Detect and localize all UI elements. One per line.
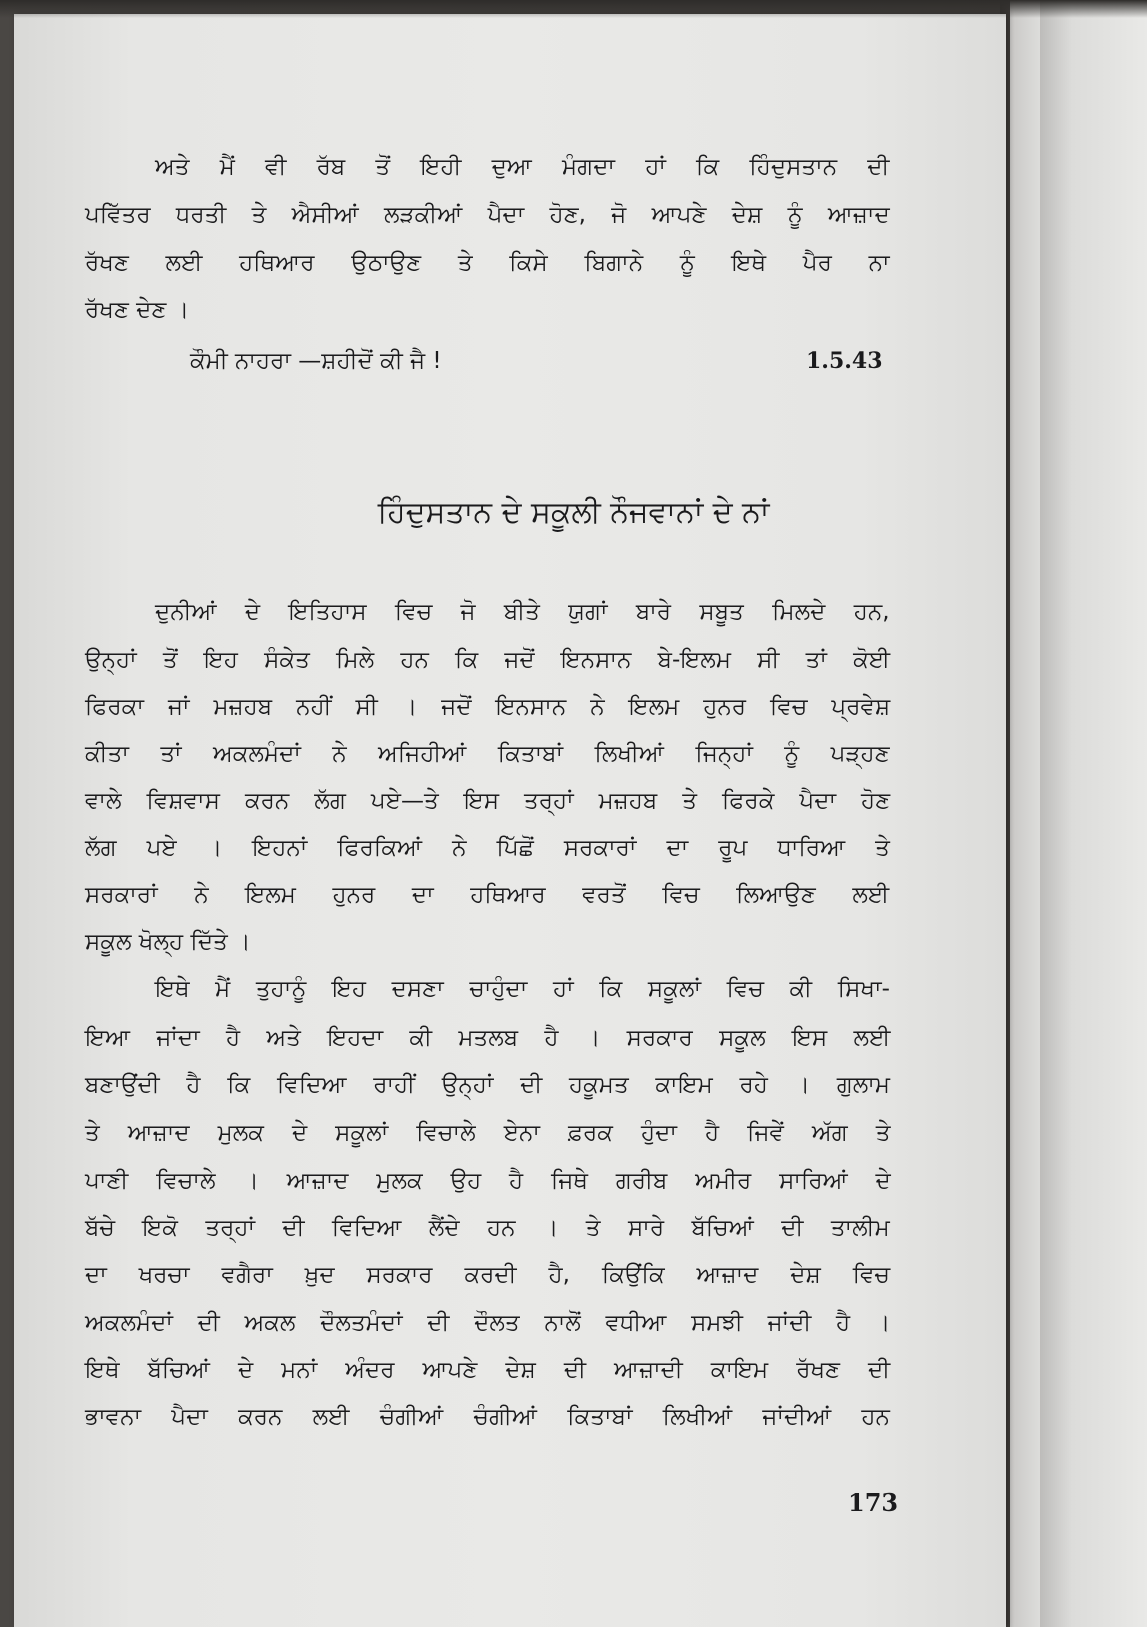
text-line xyxy=(85,643,890,677)
line-text: ਬੱਚੇ ਇਕੋ ਤਰ੍ਹਾਂ ਦੀ ਵਿਦਿਆ ਲੈਂਦੇ ਹਨ । ਤੇ ਸਾਰੇ ਬੱਚਿਆਂ ਦੀ ਤਾਲੀਮ xyxy=(85,1215,890,1241)
line-text: ਪਾਣੀ ਵਿਚਾਲੇ । ਆਜ਼ਾਦ ਮੁਲਕ ਉਹ ਹੈ ਜਿਥੇ ਗਰੀਬ ਅਮੀਰ ਸਾਰਿਆਂ ਦੇ xyxy=(85,1168,891,1194)
line-text: ਲੱਗ ਪਏ । ਇਹਨਾਂ ਫਿਰਕਿਆਂ ਨੇ ਪਿੱਛੋਂ ਸਰਕਾਰਾਂ ਦਾ ਰੂਪ ਧਾਰਿਆ ਤੇ xyxy=(85,835,890,861)
line-text: ਉਨ੍ਹਾਂ ਤੋਂ ਇਹ ਸੰਕੇਤ ਮਿਲੇ ਹਨ ਕਿ ਜਦੋਂ ਇਨਸਾਨ ਬੇ-ਇਲਮ ਸੀ ਤਾਂ ਕੋਈ xyxy=(85,647,891,673)
text-line xyxy=(85,1306,890,1340)
text-line xyxy=(155,595,890,629)
line-text: ਵਾਲੇ ਵਿਸ਼ਵਾਸ ਕਰਨ ਲੱਗ ਪਏ—ਤੇ ਇਸ ਤਰ੍ਹਾਂ ਮਜ਼ਹਬ ਤੇ ਫਿਰਕੇ ਪੈਦਾ ਹੋਣ xyxy=(85,788,891,814)
date: 1.5.43 xyxy=(806,348,883,374)
line-text: ਅਤੇ ਮੈਂ ਵੀ ਰੱਬ ਤੋਂ ਇਹੀ ਦੁਆ ਮੰਗਦਾ ਹਾਂ ਕਿ ਹਿੰਦੁਸਤਾਨ ਦੀ xyxy=(155,154,890,180)
date-line xyxy=(806,344,906,378)
line-text: ਸਕੂਲ ਖੋਲ੍ਹ ਦਿੱਤੇ । xyxy=(85,929,251,955)
text-line xyxy=(85,1116,890,1150)
line-text: ਰੱਖਣ ਦੇਣ । xyxy=(85,297,190,323)
text-line xyxy=(85,246,890,280)
text-line xyxy=(155,150,890,184)
line-text: ਭਾਵਨਾ ਪੈਦਾ ਕਰਨ ਲਈ ਚੰਗੀਆਂ ਚੰਗੀਆਂ ਕਿਤਾਬਾਂ ਲਿਖੀਆਂ ਜਾਂਦੀਆਂ ਹਨ xyxy=(85,1404,890,1430)
slogan-line xyxy=(190,344,690,378)
line-text: ਅਕਲਮੰਦਾਂ ਦੀ ਅਕਲ ਦੌਲਤਮੰਦਾਂ ਦੀ ਦੌਲਤ ਨਾਲੋਂ ਵਧੀਆ ਸਮਝੀ ਜਾਂਦੀ ਹੈ । xyxy=(85,1310,891,1336)
slogan: ਕੌਮੀ ਨਾਹਰਾ —ਸ਼ਹੀਦੋਂ ਕੀ ਜੈ ! xyxy=(190,348,442,374)
back-page-edge xyxy=(1040,0,1147,1627)
text-line xyxy=(85,198,890,232)
text-line xyxy=(85,1258,890,1292)
text-line xyxy=(85,1021,890,1055)
text-line xyxy=(85,1164,890,1198)
line-text: ਕੀਤਾ ਤਾਂ ਅਕਲਮੰਦਾਂ ਨੇ ਅਜਿਹੀਆਂ ਕਿਤਾਬਾਂ ਲਿਖੀਆਂ ਜਿਨ੍ਹਾਂ ਨੂੰ ਪੜ੍ਹਣ xyxy=(85,741,890,767)
text-line xyxy=(85,1400,890,1434)
text-line xyxy=(85,690,890,724)
line-text: ਇਥੇ ਮੈਂ ਤੁਹਾਨੂੰ ਇਹ ਦਸਣਾ ਚਾਹੁੰਦਾ ਹਾਂ ਕਿ ਸਕੂਲਾਂ ਵਿਚ ਕੀ ਸਿਖਾ- xyxy=(155,976,890,1002)
text-line xyxy=(85,1211,890,1245)
text-line xyxy=(85,784,890,818)
line-text: ਬਣਾਉਂਦੀ ਹੈ ਕਿ ਵਿਦਿਆ ਰਾਹੀਂ ਉਨ੍ਹਾਂ ਦੀ ਹਕੂਮਤ ਕਾਇਮ ਰਹੇ । ਗੁਲਾਮ xyxy=(85,1072,891,1098)
section-heading: ਹਿੰਦੁਸਤਾਨ ਦੇ ਸਕੂਲੀ ਨੌਜਵਾਨਾਂ ਦੇ ਨਾਂ xyxy=(377,495,770,530)
page-number: 173 xyxy=(848,1488,899,1517)
text-line xyxy=(85,878,890,912)
line-text: ਪਵਿੱਤਰ ਧਰਤੀ ਤੇ ਐਸੀਆਂ ਲੜਕੀਆਂ ਪੈਦਾ ਹੋਣ, ਜੋ ਆਪਣੇ ਦੇਸ਼ ਨੂੰ ਆਜ਼ਾਦ xyxy=(85,202,890,228)
line-text: ਇਥੇ ਬੱਚਿਆਂ ਦੇ ਮਨਾਂ ਅੰਦਰ ਆਪਣੇ ਦੇਸ਼ ਦੀ ਆਜ਼ਾਦੀ ਕਾਇਮ ਰੱਖਣ ਦੀ xyxy=(85,1357,891,1383)
text-line xyxy=(155,972,890,1006)
top-edge-shadow xyxy=(0,0,1147,18)
line-text: ਰੱਖਣ ਲਈ ਹਥਿਆਰ ਉਠਾਉਣ ਤੇ ਕਿਸੇ ਬਿਗਾਨੇ ਨੂੰ ਇਥੇ ਪੈਰ ਨਾ xyxy=(85,250,890,276)
line-text: ਸਰਕਾਰਾਂ ਨੇ ਇਲਮ ਹੁਨਰ ਦਾ ਹਥਿਆਰ ਵਰਤੋਂ ਵਿਚ ਲਿਆਉਣ ਲਈ xyxy=(85,882,890,908)
text-line xyxy=(85,293,485,327)
line-text: ਦੁਨੀਆਂ ਦੇ ਇਤਿਹਾਸ ਵਿਚ ਜੋ ਬੀਤੇ ਯੁਗਾਂ ਬਾਰੇ ਸਬੂਤ ਮਿਲਦੇ ਹਨ, xyxy=(155,599,890,625)
text-line xyxy=(85,737,890,771)
text-line xyxy=(85,925,485,959)
text-line xyxy=(85,1353,890,1387)
line-text: ਤੇ ਆਜ਼ਾਦ ਮੁਲਕ ਦੇ ਸਕੂਲਾਂ ਵਿਚਾਲੇ ਏਨਾ ਫ਼ਰਕ ਹੁੰਦਾ ਹੈ ਜਿਵੇਂ ਅੱਗ ਤੇ xyxy=(85,1120,891,1146)
line-text: ਇਆ ਜਾਂਦਾ ਹੈ ਅਤੇ ਇਹਦਾ ਕੀ ਮਤਲਬ ਹੈ । ਸਰਕਾਰ ਸਕੂਲ ਇਸ ਲਈ xyxy=(85,1025,891,1051)
line-text: ਦਾ ਖਰਚਾ ਵਗੈਰਾ ਖ਼ੁਦ ਸਰਕਾਰ ਕਰਦੀ ਹੈ, ਕਿਉਂਕਿ ਆਜ਼ਾਦ ਦੇਸ਼ ਵਿਚ xyxy=(85,1262,891,1288)
text-line xyxy=(85,831,890,865)
line-text: ਫਿਰਕਾ ਜਾਂ ਮਜ਼ਹਬ ਨਹੀਂ ਸੀ । ਜਦੋਂ ਇਨਸਾਨ ਨੇ ਇਲਮ ਹੁਨਰ ਵਿਚ ਪ੍ਰਵੇਸ਼ xyxy=(85,694,891,720)
text-line xyxy=(85,1068,890,1102)
